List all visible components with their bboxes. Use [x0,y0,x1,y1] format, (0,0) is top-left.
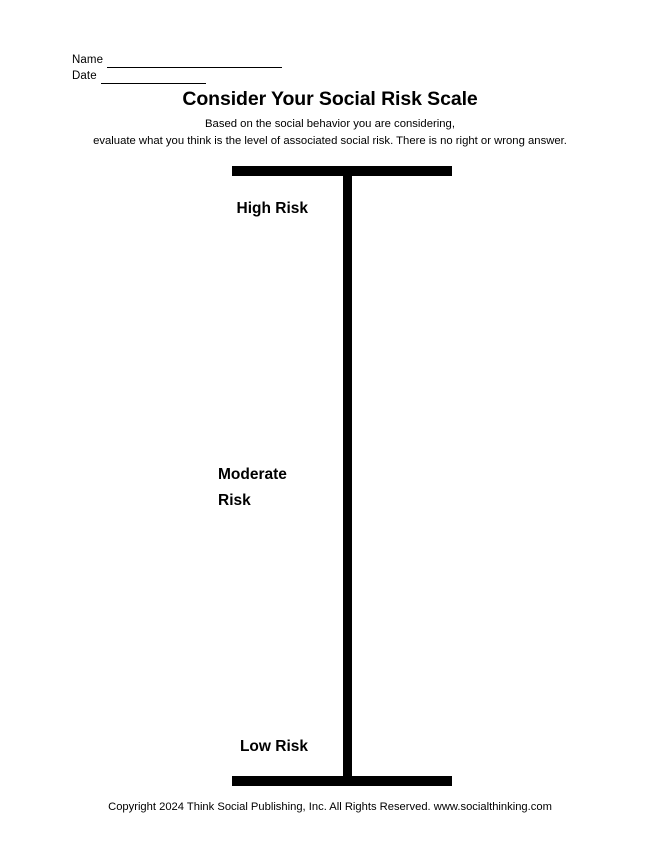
instructions-line-2: evaluate what you think is the level of associated social risk. There is no right or wrong answer. [93,135,567,147]
instructions-line-1: Based on the social behavior you are considering, [205,118,455,130]
date-label: Date [72,70,97,82]
copyright-footer: Copyright 2024 Think Social Publishing, Inc. All Rights Reserved. www.socialthinking.com [108,801,552,813]
name-field-row [72,52,282,68]
identity-block [72,52,282,84]
scale-top-bar [232,166,452,176]
page-title: Consider Your Social Risk Scale [182,88,478,110]
scale-label-moderate-risk-line-2: Risk [218,492,251,509]
scale-label-high-risk: High Risk [236,200,308,217]
scale-label-moderate-risk [218,462,398,514]
scale-bottom-bar [232,776,452,786]
scale-label-low-risk: Low Risk [239,738,308,755]
name-input-line[interactable] [107,56,282,68]
name-label: Name [72,54,104,66]
date-input-line[interactable] [101,72,206,84]
instructions [0,116,660,150]
scale-label-moderate-risk-line-1: Moderate [218,466,287,483]
date-field-row [72,68,282,84]
